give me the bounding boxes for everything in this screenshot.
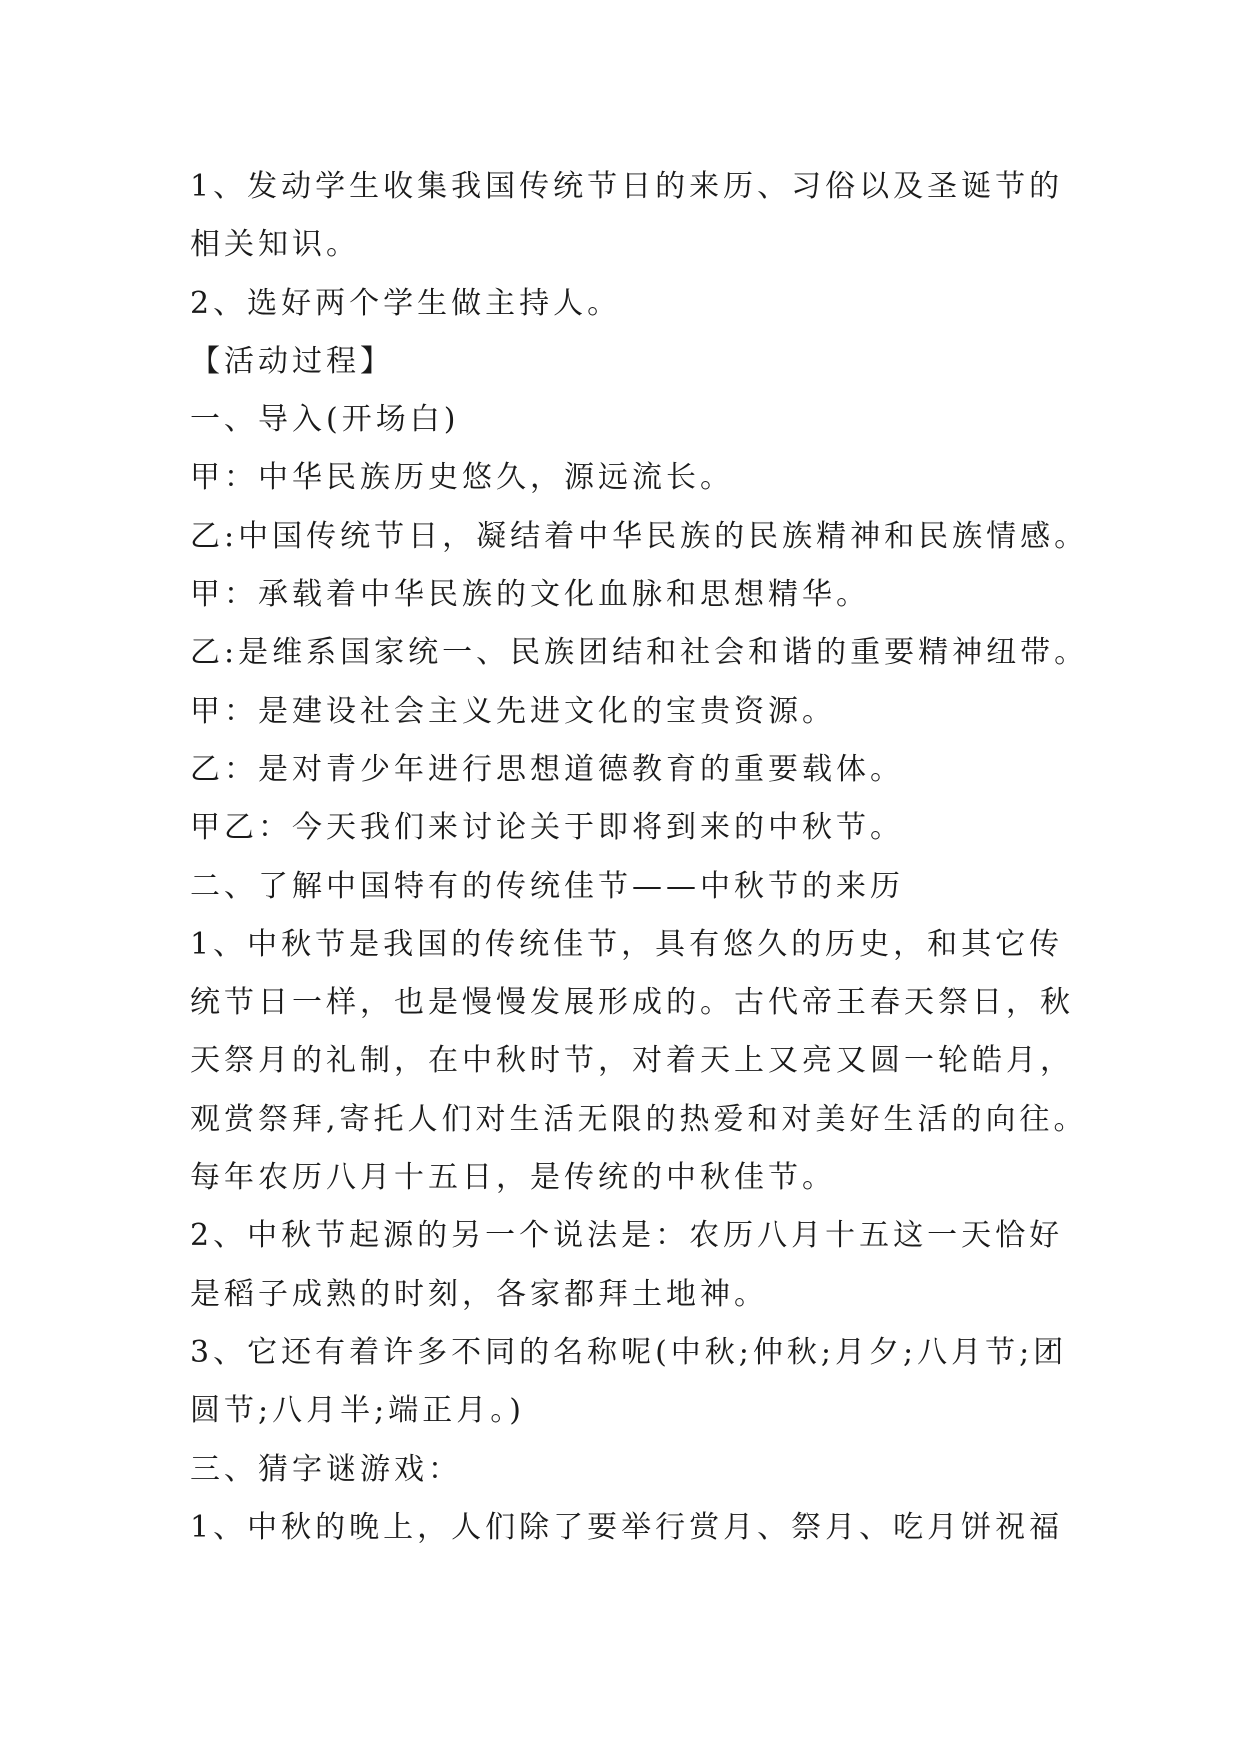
text-line: 3、它还有着许多不同的名称呢(中秋;仲秋;月夕;八月节;团 bbox=[190, 1334, 1068, 1370]
text-line: 观赏祭拜,寄托人们对生活无限的热爱和对美好生活的向往。 bbox=[190, 1101, 1088, 1137]
section-heading: 一、导入(开场白) bbox=[190, 402, 460, 438]
text-line: 1、中秋的晚上，人们除了要举行赏月、祭月、吃月饼祝福 bbox=[190, 1509, 1064, 1545]
text-line: 乙:中国传统节日，凝结着中华民族的民族精神和民族情感。 bbox=[190, 518, 1089, 554]
text-line: 相关知识。 bbox=[190, 227, 360, 263]
section-heading: 二、了解中国特有的传统佳节——中秋节的来历 bbox=[190, 868, 904, 904]
document-body bbox=[190, 158, 1089, 1557]
text-line: 乙：是对青少年进行思想道德教育的重要载体。 bbox=[190, 751, 904, 787]
text-line: 甲：是建设社会主义先进文化的宝贵资源。 bbox=[190, 693, 836, 729]
text-line: 2、选好两个学生做主持人。 bbox=[190, 285, 622, 321]
text-line: 统节日一样，也是慢慢发展形成的。古代帝王春天祭日，秋 bbox=[190, 985, 1074, 1021]
text-line: 甲乙：今天我们来讨论关于即将到来的中秋节。 bbox=[190, 810, 904, 846]
section-heading: 三、猜字谜游戏： bbox=[190, 1451, 462, 1487]
text-line: 是稻子成熟的时刻，各家都拜土地神。 bbox=[190, 1276, 768, 1312]
text-line: 2、中秋节起源的另一个说法是：农历八月十五这一天恰好 bbox=[190, 1218, 1064, 1254]
text-line: 天祭月的礼制，在中秋时节，对着天上又亮又圆一轮皓月， bbox=[190, 1043, 1074, 1079]
text-line: 甲：中华民族历史悠久，源远流长。 bbox=[190, 460, 734, 496]
text-line: 甲：承载着中华民族的文化血脉和思想精华。 bbox=[190, 577, 870, 613]
text-line: 圆节;八月半;端正月。) bbox=[190, 1393, 525, 1429]
text-line: 1、发动学生收集我国传统节日的来历、习俗以及圣诞节的 bbox=[190, 169, 1064, 204]
text-line: 1、中秋节是我国的传统佳节，具有悠久的历史，和其它传 bbox=[190, 926, 1064, 962]
text-line: 每年农历八月十五日，是传统的中秋佳节。 bbox=[190, 1160, 836, 1196]
text-line: 乙:是维系国家统一、民族团结和社会和谐的重要精神纽带。 bbox=[190, 635, 1089, 671]
section-heading: 【活动过程】 bbox=[190, 343, 394, 379]
